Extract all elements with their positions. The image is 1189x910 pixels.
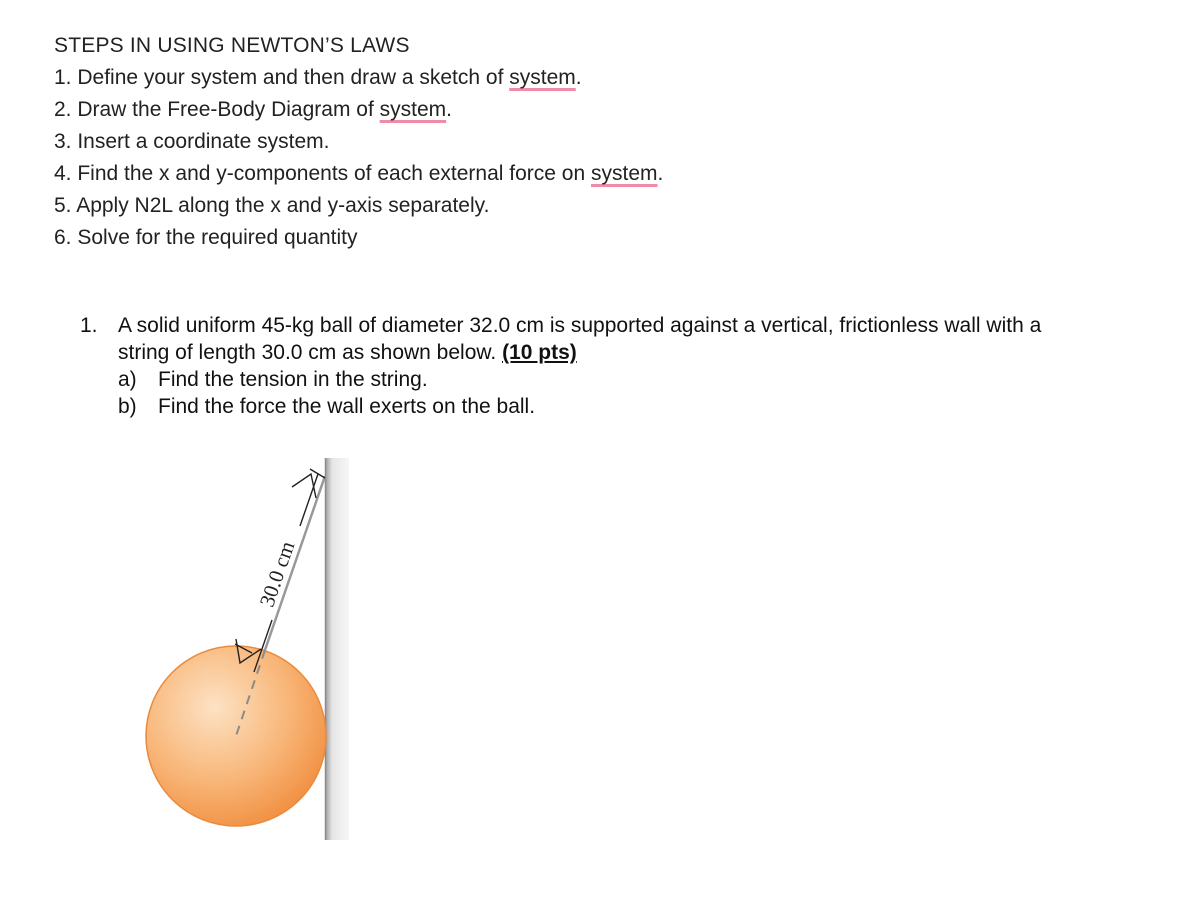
step-1-text: 1. Define your system and then draw a sketch of — [54, 66, 510, 89]
part-a-text: Find the tension in the string. — [158, 368, 428, 391]
steps-heading: STEPS IN USING NEWTON’S LAWS — [54, 34, 410, 57]
wall — [325, 458, 349, 840]
step-4 — [54, 158, 663, 190]
step-6-text: 6. Solve for the required quantity — [54, 226, 358, 249]
step-5 — [54, 190, 663, 222]
part-b-text: Find the force the wall exerts on the ball. — [158, 395, 536, 418]
step-5-text: 5. Apply N2L along the x and y-axis separately. — [54, 194, 490, 217]
step-1-suffix: . — [575, 66, 582, 89]
part-b — [118, 393, 1080, 420]
steps-section — [54, 30, 663, 254]
step-4-text: 4. Find the x and y-components of each external force on — [54, 162, 591, 185]
step-2-misspelled-word: system — [379, 98, 447, 121]
part-b-label: b) — [118, 395, 137, 418]
step-1 — [54, 62, 663, 94]
step-2-text: 2. Draw the Free-Body Diagram of — [54, 98, 380, 121]
problem-1 — [80, 312, 1080, 420]
problem-statement — [118, 312, 1080, 366]
part-a-label: a) — [118, 368, 137, 391]
problem-body — [118, 312, 1080, 420]
step-6 — [54, 222, 663, 254]
step-3-text: 3. Insert a coordinate system. — [54, 130, 330, 153]
step-4-misspelled-word: system — [590, 162, 658, 185]
problem-number: 1. — [80, 314, 98, 337]
problem-text: A solid uniform 45-kg ball of diameter 32.0 cm is supported against a vertical, frictionless wall with a string of length 30.0 cm as shown below. — [118, 314, 1042, 364]
step-3 — [54, 126, 663, 158]
part-a — [118, 366, 1080, 393]
step-2 — [54, 94, 663, 126]
step-4-suffix: . — [657, 162, 664, 185]
step-1-misspelled-word: system — [509, 66, 576, 89]
dimension-label: 30.0 cm — [254, 538, 300, 610]
step-2-suffix: . — [446, 98, 452, 121]
ball-wall-figure — [130, 450, 360, 850]
problem-points: (10 pts) — [502, 341, 577, 364]
